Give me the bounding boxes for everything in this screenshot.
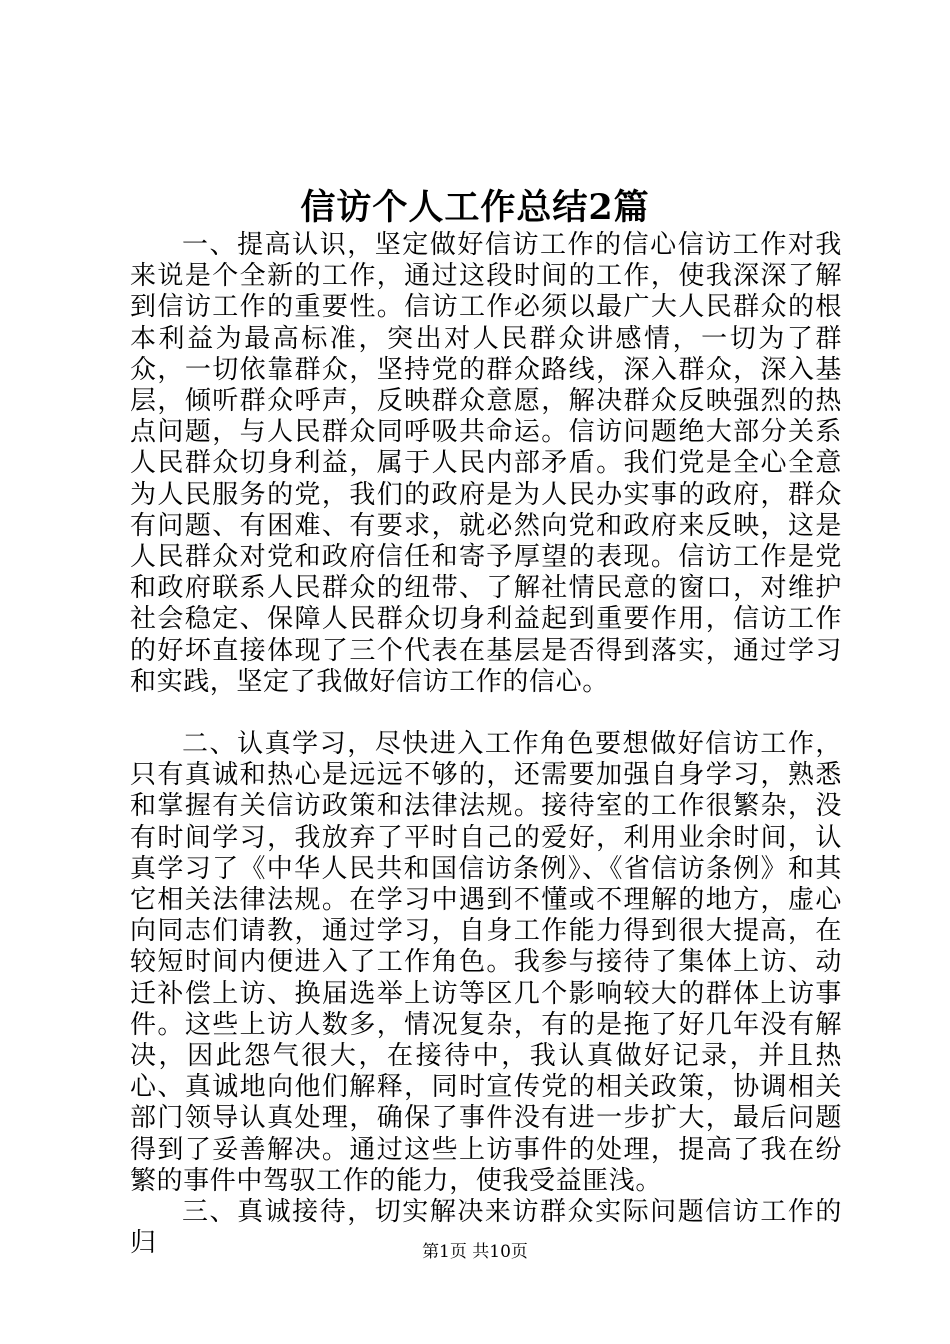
- paragraph-2: 二、认真学习，尽快进入工作角色要想做好信访工作，只有真诚和热心是远远不够的，还需要加强自身学习，熟悉和掌握有关信访政策和法律法规。接待室的工作很繁杂，没有时间学习，我放弃了平时自己的爱好，利用业余时间，认真学习了《中华人民共和国信访条例》、《省信访条例》和其它相关法律法规。在学习中遇到不懂或不理解的地方，虚心向同志们请教，通过学习，自身工作能力得到很大提高，在较短时间内便进入了工作角色。我参与接待了集体上访、动迁补偿上访、换届选举上访等区几个影响较大的群体上访事件。这些上访人数多，情况复杂，有的是拖了好几年没有解决，因此怨气很大，在接待中，我认真做好记录，并且热心、真诚地向他们解释，同时宣传党的相关政策，协调相关部门领导认真处理，确保了事件没有进一步扩大，最后问题得到了妥善解决。通过这些上访事件的处理，提高了我在纷繁的事件中驾驭工作的能力，使我受益匪浅。: [130, 729, 842, 1196]
- page-footer: 第1页 共10页: [422, 1242, 528, 1262]
- document-title: 信访个人工作总结2篇: [300, 187, 650, 228]
- paragraph-3: 三、真诚接待，切实解决来访群众实际问题信访工作的归: [130, 1197, 842, 1259]
- paragraph-1: 一、提高认识，坚定做好信访工作的信心信访工作对我来说是个全新的工作，通过这段时间的工作，使我深深了解到信访工作的重要性。信访工作必须以最广大人民群众的根本利益为最高标准，突出对人民群众讲感情，一切为了群众，一切依靠群众，坚持党的群众路线，深入群众，深入基层，倾听群众呼声，反映群众意愿，解决群众反映强烈的热点问题，与人民群众同呼吸共命运。信访问题绝大部分关系人民群众切身利益，属于人民内部矛盾。我们党是全心全意为人民服务的党，我们的政府是为人民办实事的政府，群众有问题、有困难、有要求，就必然向党和政府来反映，这是人民群众对党和政府信任和寄予厚望的表现。信访工作是党和政府联系人民群众的纽带、了解社情民意的窗口，对维护社会稳定、保障人民群众切身利益起到重要作用，信访工作的好坏直接体现了三个代表在基层是否得到落实，通过学习和实践，坚定了我做好信访工作的信心。: [130, 230, 842, 697]
- document-body: [130, 230, 842, 1260]
